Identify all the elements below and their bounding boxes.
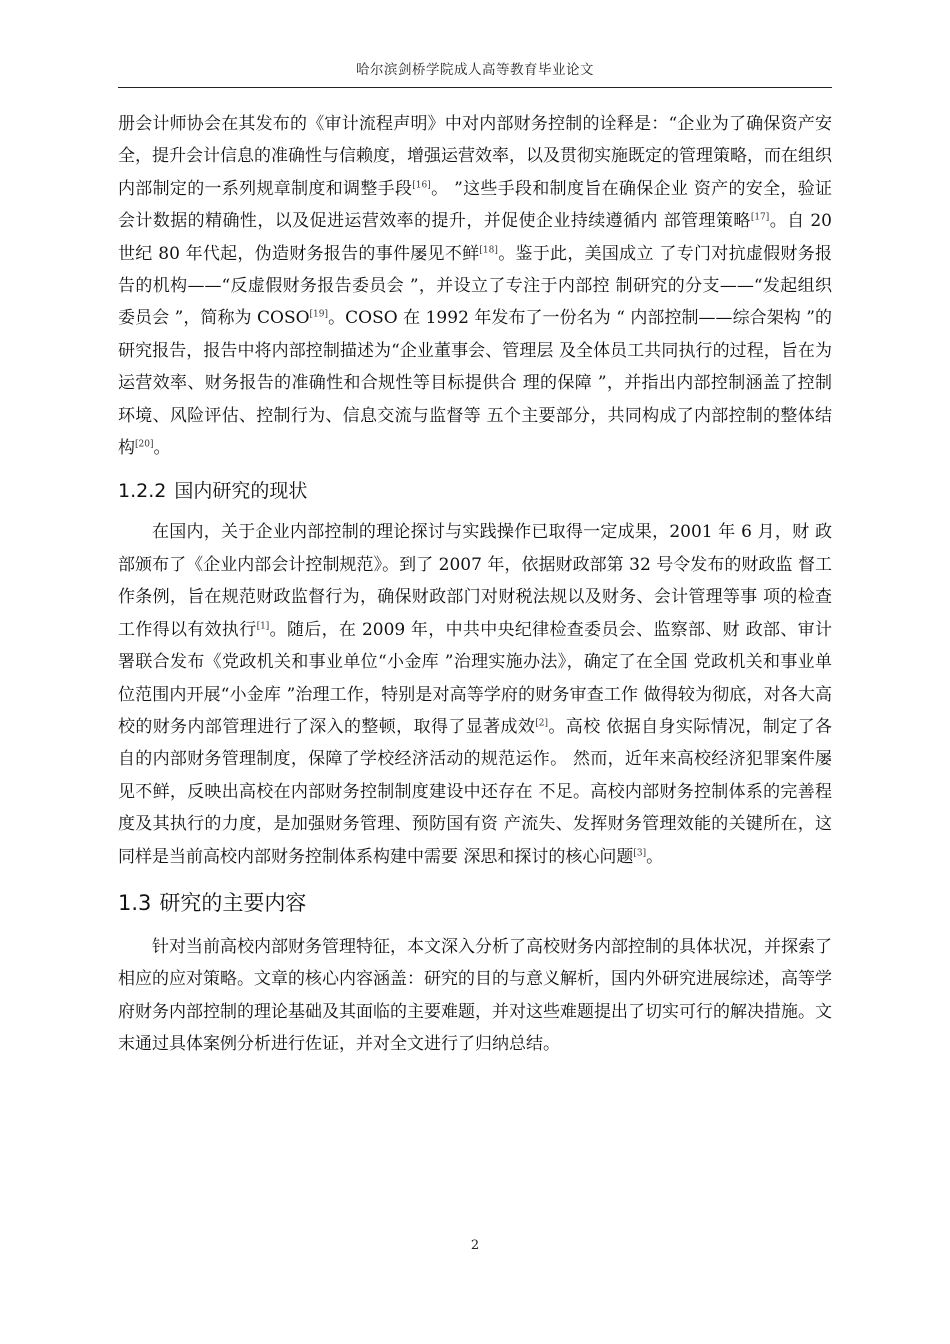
page-header: 哈尔滨剑桥学院成人高等教育毕业论文 <box>356 62 594 78</box>
text-run: 。COSO 在 1992 年发布了一份名为 “ 内部控制——综合架构 ”的研究报告，报告中将内部控制描述为“企业董事会、管理层 及全体员工共同执行的过程，旨在为运营效率、财务报告的准确性和合规性等目标提供合 理的保障 ”，并指出内部控制涵盖了控制环境、风险评估、控制行为、信息交流与监督等 五个主要部分，共同构成了内部控制的整体结构 <box>118 308 832 459</box>
section-heading-1-2-2 <box>118 476 832 506</box>
text-run: 。自 20 世纪 80 年代起，伪造财务报告的事件屡见不鲜 <box>118 211 832 264</box>
citation: [18] <box>479 244 498 255</box>
citation: [16] <box>412 180 431 191</box>
text-run: 。高校 依据自身实际情况，制定了各自的内部财务管理制度，保障了学校经济活动的规范运作。 然而，近年来高校经济犯罪案件屡见不鲜，反映出高校在内部财务控制制度建设中还存在 不足。高校内部财务控制体系的完善程度及其执行的力度，是加强财务管理、预防国有资 产流失、发挥财务管理效能的关键所在，这同样是当前高校内部财务控制体系构建中需要 深思和探讨的核心问题 <box>118 716 833 867</box>
section-title: 国内研究的现状 <box>174 480 308 503</box>
citation: [19] <box>309 309 329 320</box>
citation: [20] <box>135 439 154 450</box>
section-number: 1.3 <box>118 890 152 915</box>
citation: [2] <box>535 718 549 729</box>
citation: [3] <box>633 847 647 858</box>
text-run: 册会计师协会在其发布的《审计流程声明》中对内部财务控制的诠释是：“企业为了确保资产安全，提升会计信息的准确性与信赖度，增强运营效率，以及贯彻实施既定的管理策略，而在组织内部制定的一系列规章制度和调整手段 <box>118 114 832 199</box>
section-title: 研究的主要内容 <box>159 890 307 915</box>
text-run: 。随后，在 2009 年，中共中央纪律检查委员会、监察部、财 政部、审计署联合发布《党政机关和事业单位“小金库 ”治理实施办法》，确定了在全国 党政机关和事业单位范围内开展“小金库 ”治理工作，特别是对高等学府的财务审查工作 做得较为彻底，对各大高校的财务内部管理进行了深入的整顿，取得了显著成效 <box>118 619 832 737</box>
text-run: 在国内，关于企业内部控制的理论探讨与实践操作已取得一定成果，2001 年 6 月，财 政部颁布了《企业内部会计控制规范》。到了 2007 年，依据财政部第 32 号令发布的财政监 督工作条例，旨在规范财政监督行为，确保财政部门对财税法规以及财务、会计管理等事 项的检查工作得以有效执行 <box>118 522 832 640</box>
paragraph-main-content: 针对当前高校内部财务管理特征，本文深入分析了高校财务内部控制的具体状况，并探索了相应的应对策略。文章的核心内容涵盖：研究的目的与意义解析，国内外研究进展综述，高等学府财务内部控制的理论基础及其面临的主要难题，并对这些难题提出了切实可行的解决措施。文末通过具体案例分析进行佐证，并对全文进行了归纳总结。 <box>118 936 832 1055</box>
citation: [17] <box>750 212 770 223</box>
text-run: 。 ”这些手段和制度旨在确保企业 资产的安全，验证会计数据的精确性，以及促进运营效率的提升，并促使企业持续遵循内 部管理策略 <box>118 178 833 232</box>
section-number: 1.2.2 <box>118 480 167 503</box>
paragraph-coso-definition <box>118 108 832 464</box>
section-heading-1-3 <box>118 887 832 919</box>
text-run: 。 <box>646 846 664 867</box>
paragraph-domestic-research <box>118 516 832 872</box>
page-number: 2 <box>470 1238 480 1253</box>
header-rule <box>118 87 832 88</box>
text-run: 。鉴于此，美国成立 了专门对抗虚假财务报告的机构——“反虚假财务报告委员会 ”，并设立了专注于内部控 制研究的分支——“发起组织委员会 ”，简称为 COSO <box>118 243 832 329</box>
citation: [1] <box>256 621 270 632</box>
page-body <box>118 108 832 1061</box>
text-run: 。 <box>153 438 171 459</box>
